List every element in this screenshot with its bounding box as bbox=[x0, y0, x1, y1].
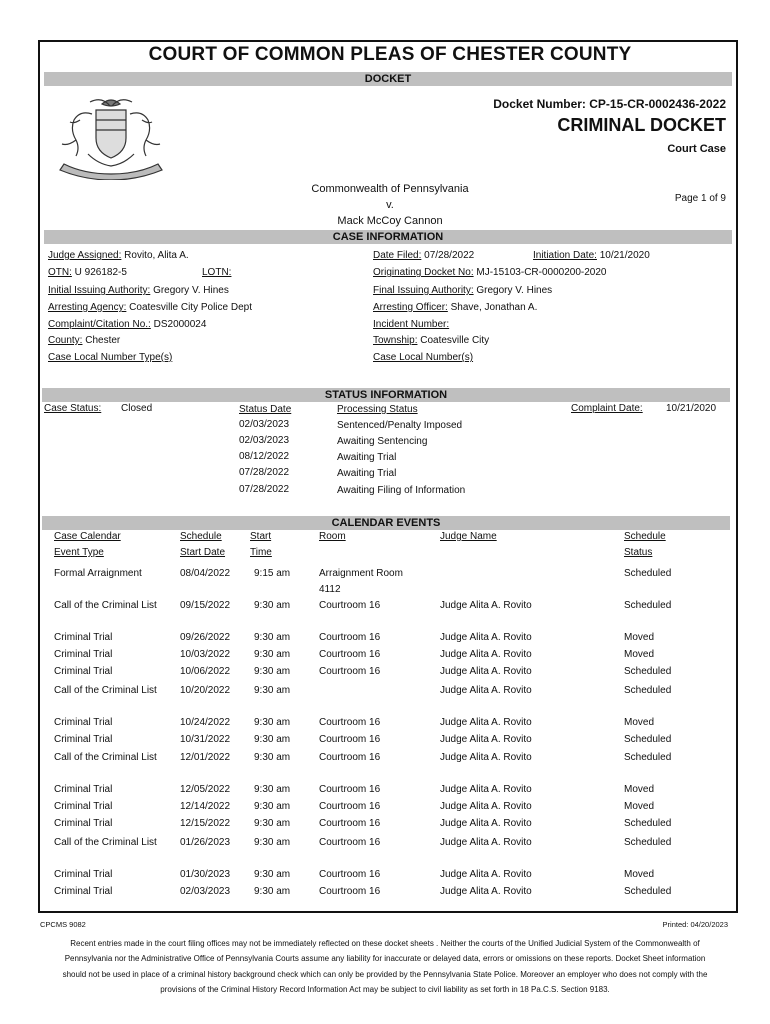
room: Courtroom 16 bbox=[319, 818, 381, 829]
schedule-date: 12/15/2022 bbox=[180, 818, 231, 829]
schedule-date: 01/26/2023 bbox=[180, 837, 231, 848]
docket-band: DOCKET bbox=[44, 72, 732, 86]
case-kind: Court Case bbox=[667, 143, 726, 155]
schedule-date: 09/26/2022 bbox=[180, 632, 231, 643]
col-event-type-2: Event Type bbox=[54, 547, 104, 558]
col-status-1: Schedule bbox=[624, 531, 666, 542]
judge-name: Judge Alita A. Rovito bbox=[440, 685, 532, 696]
judge-name: Judge Alita A. Rovito bbox=[440, 600, 532, 611]
processing-status: Awaiting Trial bbox=[337, 452, 397, 463]
start-time: 9:30 am bbox=[254, 649, 291, 660]
start-time: 9:30 am bbox=[254, 801, 291, 812]
schedule-date: 08/04/2022 bbox=[180, 568, 231, 579]
event-type: Criminal Trial bbox=[54, 717, 113, 728]
room: Courtroom 16 bbox=[319, 886, 381, 897]
start-time: 9:30 am bbox=[254, 818, 291, 829]
start-time: 9:30 am bbox=[254, 717, 291, 728]
initiation-date: Initiation Date: 10/21/2020 bbox=[533, 250, 650, 261]
schedule-date: 02/03/2023 bbox=[180, 886, 231, 897]
start-time: 9:30 am bbox=[254, 837, 291, 848]
calendar-events-band: CALENDAR EVENTS bbox=[42, 516, 730, 530]
room: Courtroom 16 bbox=[319, 784, 381, 795]
schedule-date: 10/06/2022 bbox=[180, 666, 231, 677]
room: Courtroom 16 bbox=[319, 752, 381, 763]
start-time: 9:30 am bbox=[254, 752, 291, 763]
schedule-status: Scheduled bbox=[624, 666, 672, 677]
start-time: 9:30 am bbox=[254, 869, 291, 880]
col-status-2: Status bbox=[624, 547, 653, 558]
judge-name: Judge Alita A. Rovito bbox=[440, 801, 532, 812]
judge-name: Judge Alita A. Rovito bbox=[440, 784, 532, 795]
col-schedule-1: Schedule bbox=[180, 531, 222, 542]
schedule-status: Scheduled bbox=[624, 837, 672, 848]
event-type: Call of the Criminal List bbox=[54, 600, 157, 611]
start-time: 9:30 am bbox=[254, 632, 291, 643]
schedule-date: 10/03/2022 bbox=[180, 649, 231, 660]
processing-status-header: Processing Status bbox=[337, 404, 418, 415]
complaint-date-label: Complaint Date: bbox=[571, 403, 643, 414]
event-type: Criminal Trial bbox=[54, 869, 113, 880]
status-date: 07/28/2022 bbox=[239, 467, 290, 478]
room: Courtroom 16 bbox=[319, 869, 381, 880]
case-information-band: CASE INFORMATION bbox=[44, 230, 732, 244]
room: Courtroom 16 bbox=[319, 801, 381, 812]
col-start-1: Start bbox=[250, 531, 272, 542]
schedule-status: Scheduled bbox=[624, 818, 672, 829]
schedule-date: 09/15/2022 bbox=[180, 600, 231, 611]
docket-type: CRIMINAL DOCKET bbox=[557, 115, 726, 135]
caption-plaintiff: Commonwealth of Pennsylvania bbox=[311, 183, 469, 195]
schedule-date: 10/20/2022 bbox=[180, 685, 231, 696]
event-type: Criminal Trial bbox=[54, 666, 113, 677]
case-local-number-type: Case Local Number Type(s) bbox=[48, 352, 173, 363]
schedule-date: 12/01/2022 bbox=[180, 752, 231, 763]
judge-name: Judge Alita A. Rovito bbox=[440, 818, 532, 829]
col-schedule-2: Start Date bbox=[180, 547, 226, 558]
room: Courtroom 16 bbox=[319, 734, 381, 745]
event-type: Formal Arraignment bbox=[54, 568, 142, 579]
schedule-status: Moved bbox=[624, 632, 655, 643]
event-type: Criminal Trial bbox=[54, 632, 113, 643]
township: Township: Coatesville City bbox=[373, 335, 490, 346]
judge-name: Judge Alita A. Rovito bbox=[440, 869, 532, 880]
judge-name: Judge Alita A. Rovito bbox=[440, 837, 532, 848]
schedule-status: Scheduled bbox=[624, 752, 672, 763]
caption-defendant: Mack McCoy Cannon bbox=[337, 215, 443, 227]
room: Courtroom 16 bbox=[319, 600, 381, 611]
case-status-label: Case Status: bbox=[44, 403, 102, 414]
incident-number: Incident Number: bbox=[373, 319, 450, 330]
schedule-status: Scheduled bbox=[624, 886, 672, 897]
schedule-date: 12/05/2022 bbox=[180, 784, 231, 795]
court-title: COURT OF COMMON PLEAS OF CHESTER COUNTY bbox=[148, 44, 632, 65]
event-type: Criminal Trial bbox=[54, 784, 113, 795]
schedule-status: Moved bbox=[624, 649, 655, 660]
col-event-type-1: Case Calendar bbox=[54, 531, 121, 542]
initial-issuing-authority: Initial Issuing Authority: Gregory V. Hines bbox=[48, 285, 229, 296]
form-id: CPCMS 9082 bbox=[40, 920, 86, 929]
schedule-status: Moved bbox=[624, 784, 655, 795]
schedule-status: Scheduled bbox=[624, 734, 672, 745]
room: Courtroom 16 bbox=[319, 649, 381, 660]
processing-status: Awaiting Filing of Information bbox=[337, 485, 466, 496]
event-type: Criminal Trial bbox=[54, 734, 113, 745]
schedule-status: Scheduled bbox=[624, 685, 672, 696]
schedule-status: Scheduled bbox=[624, 600, 672, 611]
schedule-date: 12/14/2022 bbox=[180, 801, 231, 812]
judge-name: Judge Alita A. Rovito bbox=[440, 649, 532, 660]
judge-name: Judge Alita A. Rovito bbox=[440, 666, 532, 677]
schedule-date: 10/24/2022 bbox=[180, 717, 231, 728]
complaint-date-value: 10/21/2020 bbox=[666, 403, 717, 414]
arresting-officer: Arresting Officer: Shave, Jonathan A. bbox=[373, 302, 538, 313]
disclaimer: Recent entries made in the court filing offices may not be immediately reflected on these docket sheets . Neither the courts of the Unified Judicial System of the Commonwealth of Pennsylvania nor the Administrative Office of Pennsylvania Courts assume any liability for inaccurate or delayed data, errors or omissions on these reports. Docket Sheet information should not be used in place of a criminal history background check which can only be provided by the Pennsylvania State Police. Moreover an employer who does not comply with the provisions of the Criminal History Record Information Act may be subject to civil liability as set forth in 18 Pa.C.S. Section 9183. bbox=[62, 939, 708, 994]
lotn: LOTN: bbox=[202, 267, 232, 278]
schedule-status: Scheduled bbox=[624, 568, 672, 579]
status-date: 02/03/2023 bbox=[239, 419, 290, 430]
page-indicator: Page 1 of 9 bbox=[674, 193, 726, 204]
col-room: Room bbox=[319, 531, 346, 542]
status-date: 08/12/2022 bbox=[239, 451, 290, 462]
status-date: 02/03/2023 bbox=[239, 435, 290, 446]
processing-status: Awaiting Trial bbox=[337, 468, 397, 479]
date-filed: Date Filed: 07/28/2022 bbox=[373, 250, 475, 261]
room: Courtroom 16 bbox=[319, 717, 381, 728]
room: Arraignment Room 4112 bbox=[319, 568, 403, 595]
start-time: 9:30 am bbox=[254, 734, 291, 745]
event-type: Criminal Trial bbox=[54, 818, 113, 829]
caption-versus: v. bbox=[386, 199, 394, 211]
status-date-header: Status Date bbox=[239, 404, 292, 415]
case-local-number: Case Local Number(s) bbox=[373, 352, 474, 363]
start-time: 9:30 am bbox=[254, 886, 291, 897]
schedule-status: Moved bbox=[624, 869, 655, 880]
judge-name: Judge Alita A. Rovito bbox=[440, 752, 532, 763]
event-type: Criminal Trial bbox=[54, 801, 113, 812]
schedule-date: 01/30/2023 bbox=[180, 869, 231, 880]
processing-status: Sentenced/Penalty Imposed bbox=[337, 420, 463, 431]
event-type: Call of the Criminal List bbox=[54, 685, 157, 696]
col-start-2: Time bbox=[250, 547, 272, 558]
docket-number: Docket Number: CP-15-CR-0002436-2022 bbox=[493, 97, 726, 111]
event-type: Call of the Criminal List bbox=[54, 752, 157, 763]
judge-assigned: Judge Assigned: Rovito, Alita A. bbox=[48, 250, 189, 261]
printed-date: Printed: 04/20/2023 bbox=[662, 920, 728, 929]
judge-name: Judge Alita A. Rovito bbox=[440, 734, 532, 745]
complaint-citation: Complaint/Citation No.: DS2000024 bbox=[48, 319, 207, 330]
originating-docket: Originating Docket No: MJ-15103-CR-0000200-2020 bbox=[373, 267, 607, 278]
status-information-band: STATUS INFORMATION bbox=[42, 388, 730, 402]
judge-name: Judge Alita A. Rovito bbox=[440, 886, 532, 897]
col-judge: Judge Name bbox=[440, 531, 497, 542]
room: Courtroom 16 bbox=[319, 666, 381, 677]
start-time: 9:30 am bbox=[254, 600, 291, 611]
room: Courtroom 16 bbox=[319, 837, 381, 848]
pennsylvania-coat-of-arms-icon bbox=[50, 94, 172, 180]
otn: OTN: U 926182-5 bbox=[48, 267, 127, 278]
judge-name: Judge Alita A. Rovito bbox=[440, 632, 532, 643]
schedule-date: 10/31/2022 bbox=[180, 734, 231, 745]
start-time: 9:15 am bbox=[254, 568, 291, 579]
status-date: 07/28/2022 bbox=[239, 484, 290, 495]
schedule-status: Moved bbox=[624, 717, 655, 728]
judge-name: Judge Alita A. Rovito bbox=[440, 717, 532, 728]
room: Courtroom 16 bbox=[319, 632, 381, 643]
start-time: 9:30 am bbox=[254, 666, 291, 677]
county: County: Chester bbox=[48, 335, 121, 346]
event-type: Criminal Trial bbox=[54, 886, 113, 897]
start-time: 9:30 am bbox=[254, 685, 291, 696]
event-type: Criminal Trial bbox=[54, 649, 113, 660]
schedule-status: Moved bbox=[624, 801, 655, 812]
start-time: 9:30 am bbox=[254, 784, 291, 795]
final-issuing-authority: Final Issuing Authority: Gregory V. Hines bbox=[373, 285, 553, 296]
processing-status: Awaiting Sentencing bbox=[337, 436, 428, 447]
arresting-agency: Arresting Agency: Coatesville City Police Dept bbox=[48, 302, 252, 313]
case-status-value: Closed bbox=[121, 403, 153, 414]
event-type: Call of the Criminal List bbox=[54, 837, 157, 848]
